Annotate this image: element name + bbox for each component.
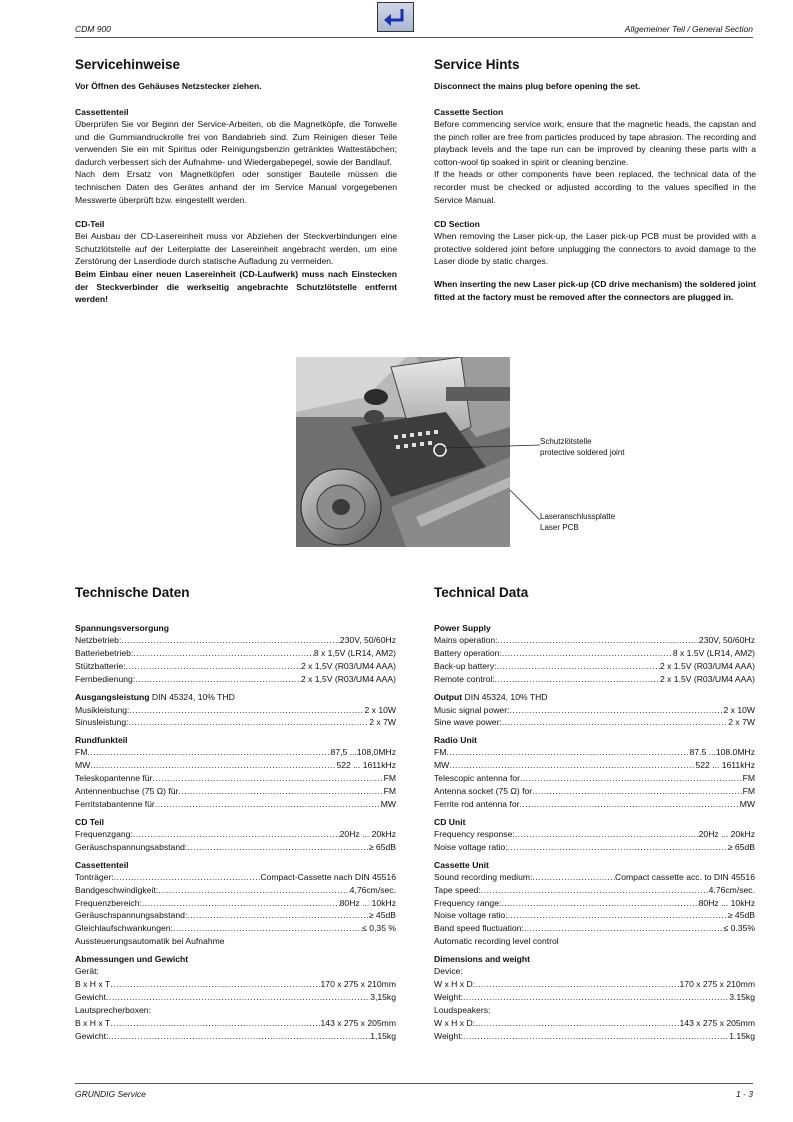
- spec-label: FM: [434, 747, 447, 758]
- spec-label: Frequenzbereich:: [75, 897, 142, 908]
- spec-value: FM: [383, 773, 396, 784]
- header-model: CDM 900: [75, 24, 111, 34]
- en-cd-bold: [434, 278, 756, 303]
- spec-row: [434, 673, 755, 686]
- spec-value: FM: [742, 773, 755, 784]
- de-tech-title: Technische Daten: [75, 585, 190, 600]
- spec-value: 1,15kg: [370, 1030, 396, 1041]
- spec-row: [75, 716, 396, 729]
- en-cassette-note: Automatic recording level control: [434, 936, 559, 947]
- spec-row: [75, 871, 396, 884]
- de-cassette-para2: Nach dem Ersatz von Magnetköpfen oder sonstiger Bauteile müssen die technischen Daten des Gerätes anhand der im Service Manual vorgegebenen Messwerte überprüft bzw. eingestellt werden.: [75, 169, 397, 205]
- spec-row: [434, 772, 755, 785]
- back-arrow-icon: [382, 6, 410, 28]
- spec-label: Ferritstabantenne für: [75, 798, 155, 809]
- en-tech-section: [434, 585, 755, 1043]
- spec-label: W x H x D:: [434, 1017, 476, 1028]
- spec-row: [434, 991, 755, 1004]
- spec-row: [75, 785, 396, 798]
- spec-row: [75, 634, 396, 647]
- spec-row: [434, 785, 755, 798]
- callout2-de: Laseranschlussplatte: [540, 512, 616, 521]
- spec-value: 2 x 1,5V (R03/UM4 AAA): [300, 660, 396, 671]
- header-section: Allgemeiner Teil / General Section: [624, 24, 753, 34]
- spec-label: Ferrite rod antenna for: [434, 798, 520, 809]
- spec-value: FM: [383, 786, 396, 797]
- spec-label: Frequenzgang:: [75, 828, 133, 839]
- de-cd-title: CD-Teil: [75, 219, 105, 230]
- spec-value: 143 x 275 x 205mm: [679, 1017, 755, 1028]
- spec-label: Bandgeschwindigkeit:: [75, 884, 159, 895]
- spec-row: [75, 828, 396, 841]
- spec-row: [434, 841, 755, 854]
- spec-label: Netzbetrieb:: [75, 635, 122, 645]
- callout1-de: Schutzlötstelle: [540, 437, 592, 446]
- spec-value: 522 ... 1611kHz: [695, 760, 755, 771]
- en-dims-speakers: Loudspeakers:: [434, 1004, 491, 1015]
- spec-value: 1.15kg: [729, 1030, 755, 1041]
- spec-row: [75, 759, 396, 772]
- spec-label: Weight:: [434, 991, 463, 1002]
- spec-value: 2 x 7W: [728, 717, 755, 728]
- back-button[interactable]: [377, 2, 414, 32]
- de-cd-text: [75, 230, 397, 268]
- spec-label: Musikleistung:: [75, 704, 130, 715]
- en-title: Service Hints: [434, 57, 520, 72]
- spec-value: 87,5 ...108,0MHz: [330, 747, 396, 758]
- en-tech-title: Technical Data: [434, 585, 529, 600]
- spec-value: ≥ 65dB: [368, 841, 396, 852]
- en-lead: Disconnect the mains plug before opening the set.: [434, 81, 641, 91]
- spec-row: [75, 922, 396, 935]
- spec-label: Noise voltage ratio:: [434, 841, 508, 852]
- spec-value: ≥ 45dB: [368, 910, 396, 921]
- spec-label: B x H x T: [75, 1017, 111, 1028]
- spec-row: [434, 871, 755, 884]
- en-radio-title: Radio Unit: [434, 735, 477, 746]
- de-title: Servicehinweise: [75, 57, 181, 72]
- spec-row: [434, 634, 755, 647]
- spec-row: [434, 884, 755, 897]
- spec-row: [434, 647, 755, 660]
- en-service-section: [434, 57, 756, 303]
- spec-value: 2 x 7W: [369, 717, 396, 728]
- spec-value: 4.76cm/sec.: [708, 884, 755, 895]
- en-cassette-para1: Before commencing service work, ensure that the magnetic heads, the capstan and the pinch roller are free from particles produced by tape abrasion. The recording and playback levels and the tape run can be improved by cleaning these parts with a cotton-wool tip soaked in spirit or cleaning benzine.: [434, 119, 756, 167]
- spec-row: [75, 991, 396, 1004]
- en-cassette-spec-title: Cassette Unit: [434, 859, 489, 870]
- de-dims-speakers: Lautsprecherboxen:: [75, 1004, 151, 1015]
- spec-row: [434, 922, 755, 935]
- spec-row: [434, 759, 755, 772]
- spec-label: Sinusleistung:: [75, 717, 129, 728]
- de-cassette-note: Aussteuerungsautomatik bei Aufnahme: [75, 936, 225, 947]
- spec-value: 80Hz ... 10kHz: [698, 897, 755, 908]
- de-cassette-text: [75, 118, 397, 206]
- en-cassette-text: [434, 118, 756, 206]
- spec-row: [75, 1017, 396, 1030]
- en-output-title: [434, 691, 755, 704]
- spec-value: 170 x 275 x 210mm: [679, 979, 755, 990]
- spec-label: Batteriebetrieb:: [75, 647, 134, 658]
- spec-value: ≤ 0,35 %: [362, 923, 396, 934]
- spec-label: Back-up battery:: [434, 660, 497, 671]
- spec-value: 2 x 1,5V (R03/UM4 AAA): [300, 673, 396, 684]
- spec-value: 20Hz ... 20kHz: [339, 828, 396, 839]
- spec-value: 4,76cm/sec.: [349, 884, 396, 895]
- callout-laser-pcb: [540, 512, 615, 533]
- de-cd-spec-title: CD Teil: [75, 816, 104, 827]
- spec-label: Tonträger:: [75, 871, 114, 882]
- spec-value: 8 x 1,5V (LR14, AM2): [313, 647, 396, 658]
- spec-label: Noise voltage ratio:: [434, 910, 508, 921]
- spec-label: FM: [75, 747, 88, 758]
- en-dims-title: Dimensions and weight: [434, 954, 530, 965]
- spec-label: Geräuschspannungsabstand:: [75, 910, 188, 921]
- spec-label: Music signal power:: [434, 704, 510, 715]
- spec-row: [434, 746, 755, 759]
- spec-value: 230V, 50/60Hz: [339, 635, 396, 645]
- spec-value: 3,15kg: [370, 991, 396, 1002]
- spec-value: ≤ 0.35%: [723, 923, 755, 934]
- spec-row: [434, 660, 755, 673]
- spec-label: Gewicht: [75, 991, 107, 1002]
- en-dims-device: Device:: [434, 966, 463, 977]
- spec-label: Gewicht:: [75, 1030, 109, 1041]
- de-dims-title: Abmessungen und Gewicht: [75, 954, 189, 965]
- en-cd-bold-para: When inserting the new Laser pick-up (CD drive mechanism) the soldered joint fitted at the factory must be removed after the connectors are plugged in.: [434, 278, 756, 302]
- spec-value: 3.15kg: [729, 991, 755, 1002]
- spec-label: Stützbatterie:: [75, 660, 126, 671]
- spec-row: [434, 897, 755, 910]
- en-power-title: Power Supply: [434, 623, 491, 633]
- de-cd-bold-para: Beim Einbau einer neuen Lasereinheit (CD-Laufwerk) muss nach Einstecken der Steckverbinder die werkseitig angebrachte Schutzlötstelle entfernt werden!: [75, 268, 397, 305]
- spec-value: 2 x 1.5V (R03/UM4 AAA): [659, 660, 755, 671]
- spec-label: Sound recording medium:: [434, 871, 533, 882]
- de-power-title: Spannungsversorgung: [75, 623, 170, 633]
- spec-value: Compact cassette acc. to DIN 45516: [615, 871, 755, 882]
- spec-value: 2 x 10W: [723, 704, 755, 715]
- callout-lines: [430, 420, 545, 530]
- spec-value: 80Hz ... 10kHz: [339, 897, 396, 908]
- spec-label: Tape speed:: [434, 884, 481, 895]
- spec-row: [75, 772, 396, 785]
- spec-row: [75, 1030, 396, 1043]
- en-cd-spec-title: CD Unit: [434, 816, 466, 827]
- spec-row: [75, 978, 396, 991]
- footer-brand: GRUNDIG Service: [75, 1089, 146, 1099]
- de-radio-title: Rundfunkteil: [75, 735, 128, 746]
- spec-row: [75, 884, 396, 897]
- footer-rule: [75, 1083, 753, 1084]
- spec-value: 20Hz ... 20kHz: [698, 828, 755, 839]
- spec-label: Frequency response:: [434, 828, 515, 839]
- spec-row: [75, 673, 396, 686]
- spec-label: MW: [75, 760, 91, 771]
- spec-row: [434, 704, 755, 717]
- de-output-title-rest: DIN 45324, 10% THD: [149, 691, 235, 702]
- spec-row: [75, 660, 396, 673]
- spec-label: Fernbedienung:: [75, 673, 136, 684]
- spec-row: [75, 841, 396, 854]
- de-lead: Vor Öffnen des Gehäuses Netzstecker ziehen.: [75, 81, 262, 91]
- spec-row: [434, 1030, 755, 1043]
- spec-value: 522 ... 1611kHz: [336, 760, 396, 771]
- spec-label: Battery operation:: [434, 647, 502, 658]
- spec-row: [434, 798, 755, 811]
- spec-row: [434, 716, 755, 729]
- spec-row: [434, 1017, 755, 1030]
- spec-label: Antennenbuchse (75 Ω) für: [75, 786, 179, 797]
- spec-value: 2 x 1.5V (R03/UM4 AAA): [659, 673, 755, 684]
- spec-row: [434, 978, 755, 991]
- spec-row: [75, 746, 396, 759]
- callout2-en: Laser PCB: [540, 522, 579, 532]
- spec-value: Compact-Cassette nach DIN 45516: [260, 871, 396, 882]
- spec-value: MW: [380, 798, 396, 809]
- callout-protective-joint: [540, 437, 625, 458]
- spec-value: ≥ 45dB: [727, 910, 755, 921]
- spec-label: Sine wave power:: [434, 717, 502, 728]
- spec-value: MW: [739, 798, 755, 809]
- spec-label: Geräuschspannungsabstand:: [75, 841, 188, 852]
- spec-row: [75, 897, 396, 910]
- spec-value: 170 x 275 x 210mm: [320, 979, 396, 990]
- spec-label: Teleskopantenne für: [75, 773, 153, 784]
- spec-label: Band speed fluctuation:: [434, 923, 524, 934]
- en-cassette-para2: If the heads or other components have been replaced, the technical data of the recorder must be checked or adjusted according to the values specified in the Service Manual.: [434, 169, 756, 205]
- de-dims-device: Gerät:: [75, 966, 99, 977]
- spec-label: Mains operation:: [434, 635, 498, 645]
- spec-label: B x H x T: [75, 979, 111, 990]
- spec-row: [75, 704, 396, 717]
- spec-value: 230V, 50/60Hz: [698, 635, 755, 645]
- spec-value: FM: [742, 786, 755, 797]
- en-cd-title: CD Section: [434, 219, 480, 230]
- spec-value: 87.5 ...108.0MHz: [689, 747, 755, 758]
- footer-page-number: 1 - 3: [735, 1089, 753, 1099]
- spec-label: W x H x D:: [434, 979, 476, 990]
- de-cassette-para1: Überprüfen Sie vor Beginn der Service-Arbeiten, ob die Magnetköpfe, die Tonwelle und die Gummiandruckrolle frei von Bandabrieb sind. Zum Reinigen dieser Teile verwenden Sie ein mit Spiritus oder Reinigungsbenzin getränktes Wattestäbchen; dadurch verbessert sich der Aufnahme- und Wiedergabepegel, sowie der Bandlauf.: [75, 119, 397, 167]
- callout1-en: protective soldered joint: [540, 447, 625, 457]
- en-cd-text: [434, 230, 756, 268]
- spec-value: 2 x 10W: [364, 704, 396, 715]
- spec-label: Weight:: [434, 1030, 463, 1041]
- spec-value: ≥ 65dB: [727, 841, 755, 852]
- en-cd-para: When removing the Laser pick-up, the Laser pick-up PCB must be provided with a protective soldered joint before unplugging the connectors to avoid damage to the Laser diode by static charges.: [434, 231, 756, 267]
- spec-row: [434, 909, 755, 922]
- header-rule: [75, 37, 753, 38]
- de-cd-bold: [75, 268, 397, 306]
- spec-row: [75, 647, 396, 660]
- en-output-title-bold: Output: [434, 691, 463, 702]
- spec-label: Gleichlaufschwankungen:: [75, 923, 173, 934]
- de-output-title: [75, 691, 396, 704]
- spec-label: Remote control:: [434, 673, 495, 684]
- spec-label: MW: [434, 760, 450, 771]
- de-tech-section: [75, 585, 396, 1043]
- spec-value: 143 x 275 x 205mm: [320, 1017, 396, 1028]
- spec-row: [75, 909, 396, 922]
- spec-label: Telescopic antenna for: [434, 773, 520, 784]
- de-cd-para: Bei Ausbau der CD-Lasereinheit muss vor Abziehen der Steckverbindungen eine Schutzlötstelle auf der Leiterplatte der Lasereinheit angebracht werden, um eine Zerstörung der Laserdiode durch statische Aufladung zu vermeiden.: [75, 231, 397, 267]
- spec-label: Frequency range:: [434, 897, 502, 908]
- en-cassette-title: Cassette Section: [434, 107, 504, 117]
- spec-row: [434, 828, 755, 841]
- spec-row: [75, 798, 396, 811]
- en-output-title-rest: DIN 45324, 10% THD: [462, 691, 548, 702]
- de-output-title-bold: Ausgangsleistung: [75, 691, 150, 702]
- spec-label: Antenna socket (75 Ω) for: [434, 786, 533, 797]
- spec-value: 8 x 1.5V (LR14, AM2): [672, 647, 755, 658]
- de-cassette-title: Cassettenteil: [75, 107, 129, 117]
- de-service-section: [75, 57, 397, 306]
- de-cassette-spec-title: Cassettenteil: [75, 859, 129, 870]
